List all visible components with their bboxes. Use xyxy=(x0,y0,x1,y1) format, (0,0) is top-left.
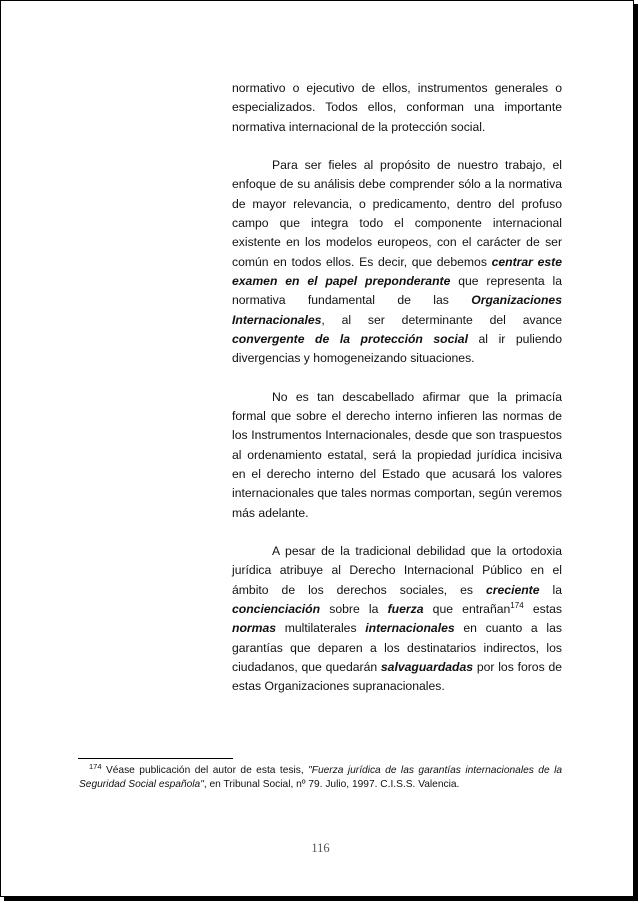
emphasis-text: centrar este examen en el papel preponderante xyxy=(232,254,562,288)
emphasis-text: Organizaciones Internacionales xyxy=(232,293,562,327)
paragraph-text: No es tan descabellado afirmar que la primacía formal que sobre el derecho interno infieren las normas de los Instrumentos Internacionales, desde que son traspuestos al ordenamiento estatal, será la propiedad jurídica incisiva en el derecho interno del Estado que acusará los valores internacionales que tales normas comportan, según veremos más adelante. xyxy=(232,389,562,520)
emphasis-text: convergente de la protección social xyxy=(232,331,468,346)
paragraph xyxy=(232,156,562,368)
footnote-title: "Fuerza jurídica de las garantías internacionales de la Seguridad Social española" xyxy=(79,765,562,790)
paragraph-text: por los foros de estas Organizaciones supranacionales. xyxy=(232,659,562,694)
footnote xyxy=(79,764,562,792)
footnote-text-before: Véase publicación del autor de esta tesis, xyxy=(101,765,309,776)
paragraph xyxy=(232,79,562,137)
paragraph-text: sobre la xyxy=(320,602,388,617)
paragraph-text: Para ser fieles al propósito de nuestro trabajo, el enfoque de su análisis debe comprender sólo a la normativa de mayor relevancia, o predicamento, dentro del profuso campo que integra todo el componente internacional existente en los modelos europeos, con el carácter de ser común en todos ellos. Es decir, que debemos xyxy=(232,158,562,269)
footnote-separator xyxy=(78,758,233,759)
footnote-reference: 174 xyxy=(510,601,524,611)
page-number: 116 xyxy=(311,841,330,855)
footnote-number: 174 xyxy=(89,762,102,771)
emphasis-text: creciente xyxy=(486,582,540,597)
paragraph-text: al ir puliendo divergencias y homogeneizando situaciones. xyxy=(232,331,562,366)
paragraph-text: normativo o ejecutivo de ellos, instrumentos generales o especializados. Todos ellos, conforman una importante normativa internacional de la protección social. xyxy=(232,81,562,134)
paragraph xyxy=(232,388,562,523)
emphasis-text: concienciación xyxy=(232,602,321,617)
paragraph-text: que entrañan xyxy=(423,602,511,617)
paragraph-text: A pesar de la tradicional debilidad que la ortodoxia jurídica atribuye al Derecho Internacional Público en el ámbito de los derechos sociales, es xyxy=(232,544,562,597)
paragraph xyxy=(232,542,562,696)
paragraph-text: la xyxy=(539,582,562,597)
paragraph-text: en cuanto a las garantías que deparen a los destinatarios indirectos, los ciudadanos, que quedarán xyxy=(232,621,562,674)
paragraph-text: multilaterales xyxy=(276,621,366,636)
paragraph-text: estas xyxy=(523,602,562,617)
footnote-text-after: , en Tribunal Social, nº 79. Julio, 1997. C.I.S.S. Valencia. xyxy=(203,779,460,790)
body-text xyxy=(232,79,562,697)
paragraph-text: que representa la normativa fundamental de las xyxy=(232,273,563,308)
emphasis-text: normas xyxy=(232,621,277,636)
emphasis-text: internacionales xyxy=(365,621,455,636)
emphasis-text: salvaguardadas xyxy=(380,659,474,674)
emphasis-text: fuerza xyxy=(387,602,424,617)
paragraph-text: , al ser determinante del avance xyxy=(321,312,562,327)
